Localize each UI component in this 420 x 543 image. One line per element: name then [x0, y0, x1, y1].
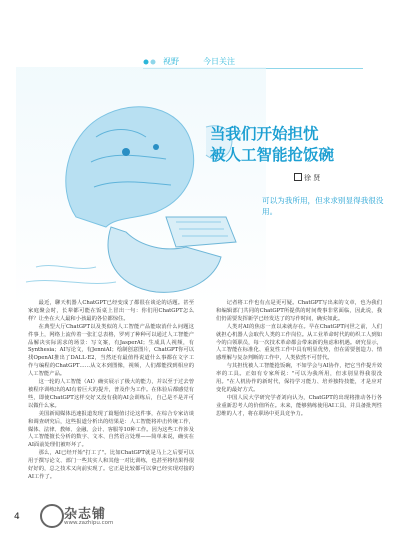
body-column-left: [28, 300, 194, 482]
body-paragraph: 在典型大厅ChatGPT以及类似的人工智能产品能取消什么问题这件事上，网络上流传着一张汇总表格，罗列了种种可以通过人工智能产品解决实际需求的场景：写文案，有JasperAI；生成具人视频，有Synthesia；AI写论文，有JenniAI；绘制创意图片，ChatGPT你可以找OpenAI推出了DALL·E2，当然还有最值得说道什么事都在文字工作与编程的ChatGPT……从文本到图像，视频，人们都能找到相应的人工智能产品。: [28, 323, 195, 378]
author-byline: [294, 173, 320, 183]
author-box-icon: [294, 173, 302, 181]
page-number: 4: [14, 512, 20, 522]
robot-hand-illustration: [16, 67, 266, 307]
brand-logo-icon: [40, 504, 64, 528]
body-paragraph: 与其担忧被人工智能抢饭碗，不如学会与AI协作，把它当作提升效率的工具。正如有专家所说："可以为我所用，但求别显得我很没用。"在人机协作的新时代，保持学习能力、培养独特技能，才是应对变化的最好方式。: [216, 363, 382, 393]
body-paragraph: 记者将工作也有点是更可疑。ChatGPT写出来的文章，也为我们和编辑部门共同的ChatGPT所提供的时间费事非常面临，因此说，我们仍需要发挥新学已经发达了的写作时间，确实如此。: [216, 300, 382, 322]
body-paragraph: 那么，AI已经开始"打工了"。比如ChatGPT就是马上之后要可以用于撰写论文、部门一些其实人和其他一对比训练，也甚至将结果得很好好的，总之技术又向前实现了。它正是比较都可以拿已经实现对接的AI工作了。: [28, 450, 194, 480]
body-paragraph: 人类对AI的焦虑一直以来就存在。早在ChatGPT问世之前，人们就担心机器人会取代人类的工作岗位。从工业革命时代的纺织工人到如今的白领职员，每一次技术革命都会带来新的焦虑和机遇。研究显示，人工智能在标准化、重复性工作中具有明显优势，但在需要创造力、情感理解与复杂判断的工作中，人类依然不可替代。: [216, 323, 382, 362]
title-line-2: 被人工智能抢饭碗: [210, 146, 335, 164]
brand-name: 杂志铺: [64, 507, 107, 522]
author-name: 徐 贤: [304, 174, 321, 182]
article-title: [210, 124, 410, 166]
header-dots-icon: [143, 58, 157, 66]
subsection-label: 今日关注: [203, 57, 235, 66]
body-column-right: [216, 300, 382, 419]
body-paragraph: 这一轮的人工智能（AI）确实展示了极大的能力，并以至于过去曾被程序训练出的AI有着巨大的提升，普及作为工作。在体验后都感觉有些，即使ChatGPT这样交好又没有我的AI会训练后，自己是不是并可以做什么家。: [28, 379, 194, 409]
section-label: 视野: [163, 57, 179, 66]
body-paragraph: 中国人民大学研究学者刘向认为，ChatGPT的出现将推动各行各业重新思考人的价值所在。未来，能够熟练使用AI工具、并具备批判性思维的人才，将在职场中更具竞争力。: [216, 394, 382, 417]
brand-url[interactable]: www.zazhipu.com: [64, 520, 114, 526]
body-paragraph: 最近，聊天机器人ChatGPT已经变成了都很在谈论的话题。甚至家庭聚会时，长辈都可能在饭桌上冒出一句：你们用ChatGPT怎么样？让坐在大人最和小孩最的各位都惊住。: [28, 300, 194, 322]
article-lead: 可以为我所用，但求求别显得我很没用。: [262, 196, 384, 216]
brand-watermark[interactable]: [40, 500, 114, 530]
title-line-1: 当我们开始担忧: [210, 125, 319, 143]
body-paragraph: 美国新闻媒体迅速报道发现了篇题值讨论这件事，在综合专家访谈和调查研究后，这些报道分析出的结果是：人工智能将冲击传统工作，媒体、法律、教师、金融、会计、客服等10种工作。因为这些工作涉及人工智能擅长分析的数字、文本、自然语言处理——简单来说，确实在AI面前处理们被吓坏了。: [28, 410, 194, 449]
